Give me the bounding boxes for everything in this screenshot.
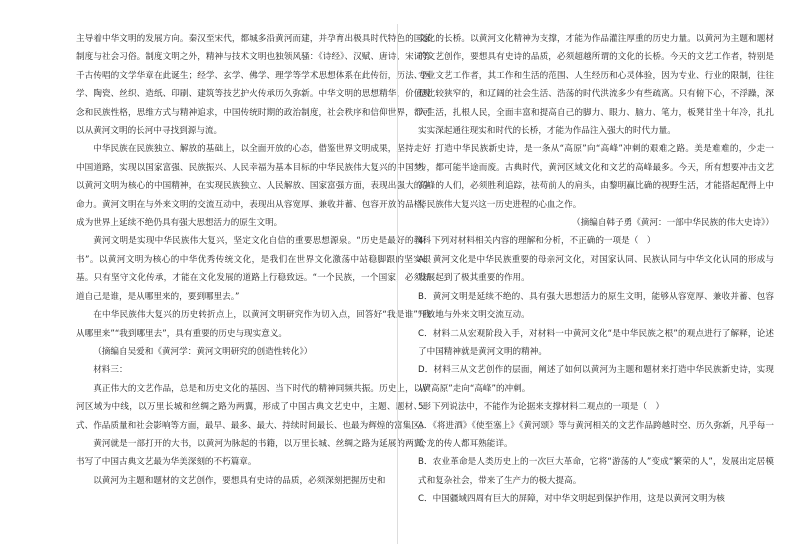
right-column: [418, 30, 774, 509]
paragraph: 黄河就是一部打开的大书，以黄河为脉起的书籍，以万里长城、丝绸之路为延展的两翼，书写了中国古典文艺最为华美深刻的不朽篇章。: [76, 438, 431, 468]
paragraph: 4．下列对材料相关内容的理解和分析，不正确的一项是（ ）: [418, 236, 656, 247]
column-divider: [397, 24, 398, 544]
paragraph: D．材料三从文艺创作的层面，阐述了如何以黄河为主题和题材来打造中华民族新史诗，实现从“高原”走向“高峰”的冲刺。: [418, 365, 774, 394]
paragraph: 以黄河为主题和题材的文艺创作，要想具有史诗的品质，必须深刻把握历史和: [93, 475, 386, 486]
paragraph: B．黄河文明是延续不绝的、具有强大思想活力的原生文明，能够从容宽厚、兼收并蓄、包容开放地与外来文明交流互动。: [418, 291, 774, 321]
paragraph: 文化的长桥。以黄河文化精神为支撑，才能为作品灌注厚重的历史力量。以黄河为主题和题材的文艺创作，要想具有史诗的品质，必须超越所谓的文化的长桥。今天的文艺工作者，特别是专业文艺工作者，其工作和生活的范围、人生经历和心灵体验，因为专业、行业的限制，往往是比较狭窄的，和辽阔的社会生活、浩荡的时代洪流多少有些疏离。只有俯下心，不浮躁，深入生活，扎根人民，全面丰富和提高自己的脚力、眼力、脑力、笔力，板凳甘坐十年冷，扎扎实实深起通往现实和时代的长桥，才能为作品注入强大的时代力量。: [418, 34, 774, 137]
paragraph: C．中国疆域四周有巨大的屏障，对中华文明起到保护作用，这是以黄河文明为核: [418, 494, 725, 505]
paragraph: 材料三：: [93, 365, 128, 376]
left-column: [76, 30, 431, 490]
paragraph: 主导着中华文明的发展方向。秦汉至宋代，都城多沿黄河而建，并孕育出极具时代特色的国家制度与社会习俗。制度文明之外，精神与技术文明也独领风骚：《诗经》、汉赋、唐诗、宋词等千古传唱的文学华章在此诞生；经学、玄学、佛学、理学等学术思想体系在此传衍，历法、医学、陶瓷、丝织、造纸、印刷、建筑等技艺护火传承历久弥新。中华文明的思想精华，价值观念和民族性格，思维方式与精神追求，中国传统时期的政治制度，社会秩序和信仰世界，都可以从黄河文明的长河中寻找到源与流。: [76, 34, 431, 137]
paragraph: 真正伟大的文艺作品，总是和历史文化的基因、当下时代的精神同频共振。历史上，以黄河区域为中线，以万里长城和丝绸之路为两翼，形成了中国古典文艺史中，主题、题材、形式、作品质量和社会影响等方面，最早、最多、最大、持续时间最长、也最为辉煌的富集区。: [76, 383, 431, 431]
paragraph: （摘编自吴爱和《黄河学：黄河文明研究的创造性转化》）: [93, 346, 313, 357]
paragraph: 打造中华民族新史诗，是一条从“高原”向“高峰”冲刺的艰难之路。美是难难的，少走一步，都可能半途而废。古典时代，黄河区域文化和文艺的高峰最多。今天，所有想要冲击文艺高峰的人们，必须胜利追踪，祛苟前人的肩头，由黎明赢比确的视野生活，才能搭起配得上中华民族伟大复兴这一历史进程的心血之作。: [418, 144, 774, 210]
paragraph: 中华民族在民族独立、解放的基础上，以全面开放的心态，借鉴世界文明成果，坚持走好中国道路，实现以国家富强、民族振兴、人民幸福为基本目标的中华民族伟大复兴的中国梦。以黄河文明为核心的中国精神，在实现民族独立、人民解放、国家富强方面，表现出强大的生命力。黄河文明在与外来文明的交流互动中，表现出从容宽厚、兼收并蓄、包容开放的品格，成为世界上延续不绝仍具有强大思想活力的原生文明。: [76, 144, 431, 229]
paragraph: 黄河文明是实现中华民族伟大复兴，坚定文化自信的重要思想源泉。“历史是最好的教科书”。以黄河文明为核心的中华优秀传统文化，是我们在世界文化激荡中站稳脚跟的坚实根基。只有坚守文化传承，才能在文化发展的道路上行稳致远。“一个民族，一个国家，必须知道自己是谁，是从哪里来的，要到哪里去。”: [76, 236, 431, 302]
paragraph: 5．下列说法中，不能作为论据来支撑材料二观点的一项是（ ）: [418, 402, 665, 413]
paragraph: 在中华民族伟大复兴的历史转折点上，以黄河文明研究作为切入点，回答好“我是谁”“我从哪里来”“我到哪里去”，具有重要的历史与现实意义。: [76, 310, 431, 339]
paragraph: C．材料二从宏观阶段入手，对材料一中黄河文化“是中华民族之根”的观点进行了解释，论述了中国精神就是黄河文明的精神。: [418, 328, 774, 357]
paragraph: A．《将进酒》《使至塞上》《黄河颂》等与黄河相关的文艺作品跨越时空、历久弥新，凡乎每一个龙的传人都耳熟能详。: [418, 420, 774, 449]
paragraph: （摘编自韩子勇《黄河：一部中华民族的伟大史诗》）: [572, 218, 774, 229]
paragraph: A．黄河文化是中华民族重要的母亲河文化，对国家认同、民族认同与中华文化认同的形成与发展起到了极其重要的作用。: [418, 254, 774, 284]
paragraph: B．农业革命是人类历史上的一次巨大革命，它将“游荡的人”变成“繁荣的人”，发展出定居模式和复杂社会，带来了生产力的极大提高。: [418, 457, 774, 486]
